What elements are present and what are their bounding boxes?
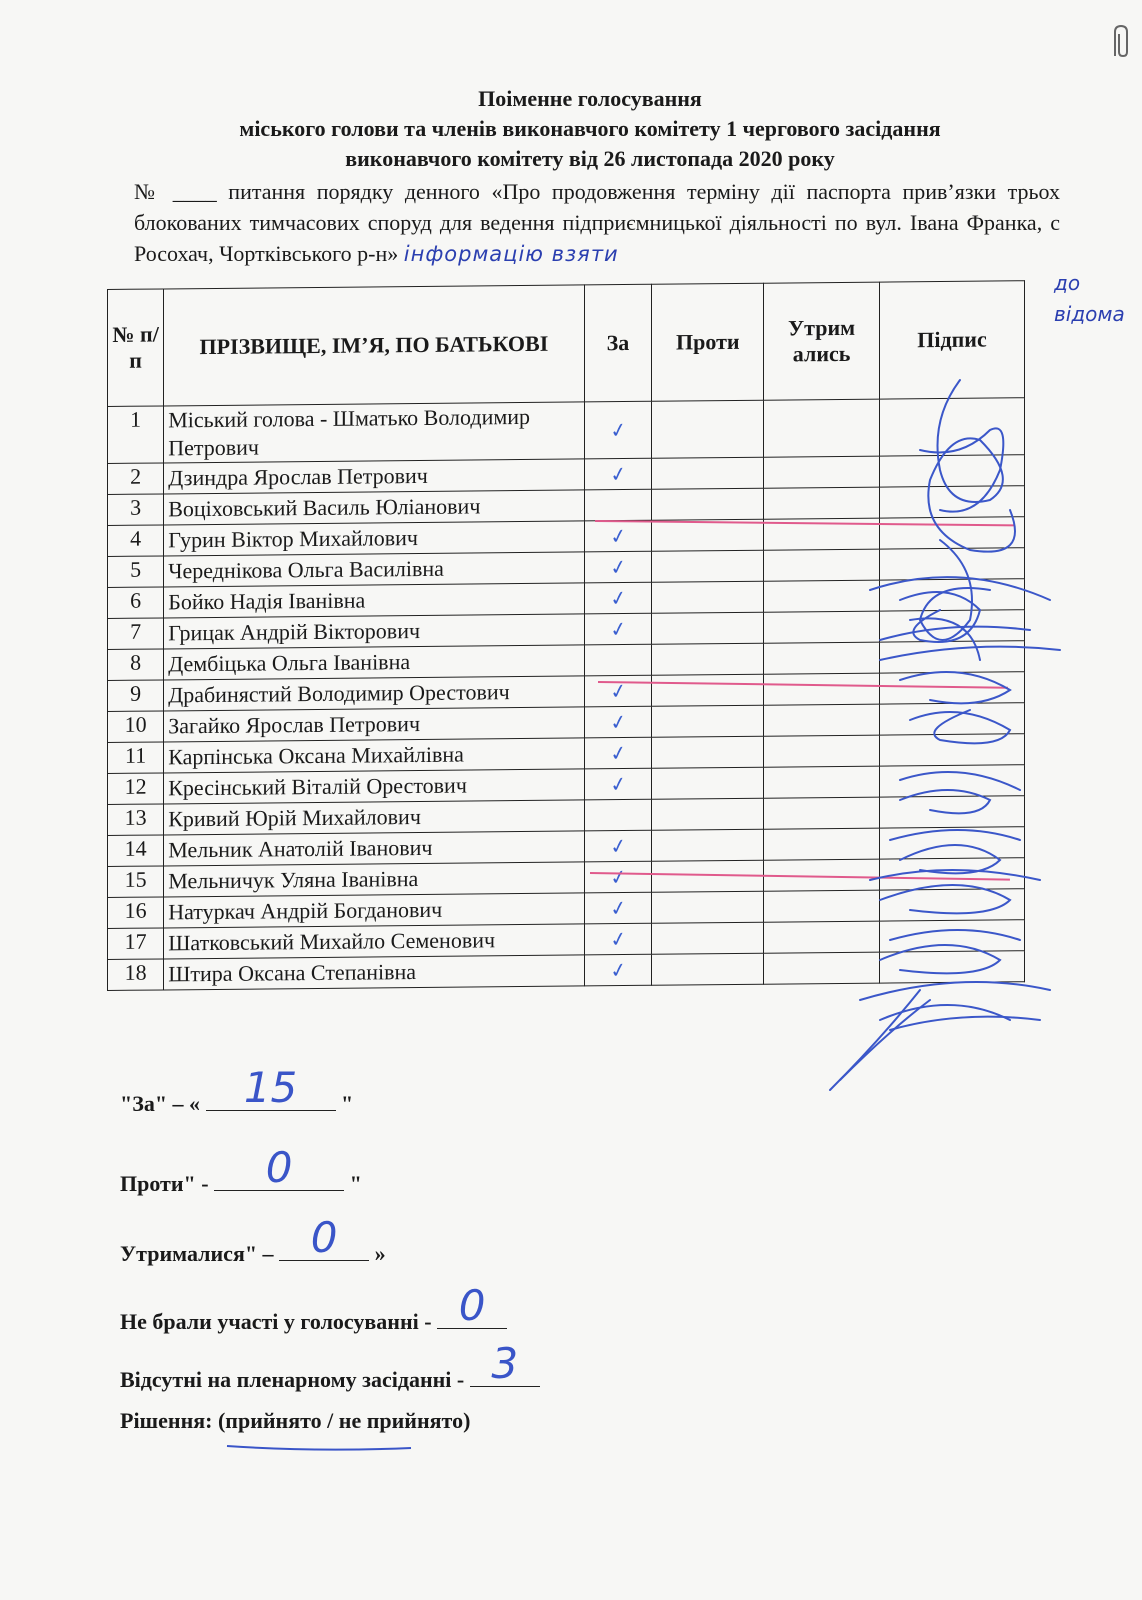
- header-num: № п/п: [108, 289, 164, 407]
- totals-utrymalys: [120, 1213, 386, 1267]
- check-mark-icon: ✓: [607, 460, 629, 488]
- row-za-mark: [584, 768, 652, 800]
- check-mark-icon: ✓: [607, 522, 629, 550]
- row-za-mark: [584, 923, 652, 955]
- question-prefix: № ____ питання порядку денного: [134, 179, 480, 204]
- row-name: Кресінський Віталій Орестович: [164, 769, 584, 804]
- row-za-mark: [584, 737, 652, 769]
- row-za-mark: [584, 799, 652, 831]
- row-za-mark: [584, 458, 652, 490]
- totals-za-close: ": [341, 1091, 354, 1116]
- row-num: 10: [108, 711, 164, 743]
- title-line-2: міського голови та членів виконавчого комітету 1 чергового засідання: [239, 116, 941, 141]
- row-name: Драбинястий Володимир Орестович: [164, 676, 584, 711]
- check-mark-icon: ✓: [607, 925, 629, 953]
- totals-utr-close: »: [374, 1241, 386, 1266]
- row-num: 5: [108, 556, 164, 588]
- totals-utr-label: Утрималися" –: [120, 1241, 274, 1266]
- row-name: Загайко Ярослав Петрович: [164, 707, 584, 742]
- totals-proty-close: ": [349, 1171, 362, 1196]
- row-name: Череднікова Ольга Василівна: [164, 552, 584, 587]
- totals-proty-value: 0: [265, 1143, 293, 1192]
- decision-options: (прийнято / не прийнято): [217, 1408, 471, 1433]
- row-num: 17: [108, 928, 164, 960]
- header-utrymalys: Утрим ались: [764, 282, 880, 400]
- row-num: 4: [108, 525, 164, 557]
- row-proty: [652, 457, 764, 489]
- row-proty: [652, 922, 764, 954]
- row-num: 9: [108, 680, 164, 712]
- handwritten-note: інформацію взяти: [403, 242, 619, 266]
- row-name: Кривий Юрій Михайлович: [164, 800, 584, 835]
- title-line-3: виконавчого комітету від 26 листопада 2020 року: [345, 146, 835, 171]
- row-num: 13: [108, 804, 164, 836]
- row-proty: [652, 643, 764, 675]
- row-proty: [652, 767, 764, 799]
- totals-proty-blank: [214, 1143, 344, 1192]
- decision-label: Рішення:: [120, 1408, 213, 1433]
- row-num: 8: [108, 649, 164, 681]
- document-title: [120, 84, 1060, 174]
- row-num: 11: [108, 742, 164, 774]
- row-name: Бойко Надія Іванівна: [164, 583, 584, 618]
- row-num: 1: [108, 406, 164, 464]
- row-proty: [652, 798, 764, 830]
- check-mark-icon: ✓: [607, 553, 629, 581]
- row-num: 6: [108, 587, 164, 619]
- row-proty: [652, 400, 764, 458]
- totals-not-voted-label: Не брали участі у голосуванні -: [120, 1309, 432, 1334]
- header-za: За: [584, 284, 652, 402]
- check-mark-icon: ✓: [607, 863, 629, 891]
- totals-utr-value: 0: [310, 1213, 338, 1262]
- row-num: 3: [108, 494, 164, 526]
- row-proty: [652, 550, 764, 582]
- header-pidpys: Підпис: [879, 281, 1024, 399]
- totals-proty-label: Проти" -: [120, 1171, 209, 1196]
- row-za-mark: [584, 675, 652, 707]
- row-za-mark: [584, 861, 652, 893]
- row-num: 7: [108, 618, 164, 650]
- row-name: Дембіцька Ольга Іванівна: [164, 645, 584, 680]
- decision-line: [120, 1408, 470, 1434]
- paperclip-icon: [1105, 22, 1135, 62]
- row-proty: [652, 953, 764, 985]
- row-name: Мельник Анатолій Іванович: [164, 831, 584, 866]
- row-num: 16: [108, 897, 164, 929]
- row-name: Воціховський Василь Юліанович: [164, 490, 584, 525]
- check-mark-icon: ✓: [607, 739, 629, 767]
- totals-absent-blank: [470, 1339, 540, 1388]
- check-mark-icon: ✓: [607, 832, 629, 860]
- totals-za-blank: [206, 1063, 336, 1112]
- decision-underline: [225, 1440, 415, 1454]
- header-proty: Проти: [652, 283, 764, 401]
- row-name: Карпінська Оксана Михайлівна: [164, 738, 584, 773]
- check-mark-icon: ✓: [607, 956, 629, 984]
- totals-absent-label: Відсутні на пленарному засіданні -: [120, 1367, 465, 1392]
- row-proty: [652, 612, 764, 644]
- row-name: Грицак Андрій Вікторович: [164, 614, 584, 649]
- row-name: Гурин Віктор Михайлович: [164, 521, 584, 556]
- row-za-mark: [584, 830, 652, 862]
- row-za-mark: [584, 613, 652, 645]
- row-za-mark: [584, 551, 652, 583]
- row-proty: [652, 829, 764, 861]
- check-mark-icon: ✓: [607, 708, 629, 736]
- row-proty: [652, 705, 764, 737]
- row-num: 12: [108, 773, 164, 805]
- totals-not-voted-blank: [437, 1281, 507, 1330]
- totals-proty: [120, 1143, 362, 1197]
- row-za-mark: [584, 892, 652, 924]
- question-text: «Про продовження терміну дії паспорта прив’язки трьох блокованих тимчасових споруд для ведення підприємницької діяльності по вул. Івана Франка, с Росохач, Чортківського р-н»: [134, 179, 1060, 266]
- totals-not-voted: [120, 1281, 507, 1335]
- handwritten-note-2: до відома: [1054, 271, 1125, 326]
- row-za-mark: [584, 582, 652, 614]
- row-name: Мельничук Уляна Іванівна: [164, 862, 584, 897]
- check-mark-icon: ✓: [607, 894, 629, 922]
- row-name: Натуркач Андрій Богданович: [164, 893, 584, 928]
- check-mark-icon: ✓: [607, 677, 629, 705]
- agenda-question: [134, 176, 1125, 326]
- row-proty: [652, 674, 764, 706]
- check-mark-icon: ✓: [607, 416, 629, 444]
- row-name: Дзиндра Ярослав Петрович: [164, 459, 584, 494]
- totals-not-voted-value: 0: [458, 1281, 486, 1330]
- row-num: 15: [108, 866, 164, 898]
- row-proty: [652, 488, 764, 520]
- row-proty: [652, 736, 764, 768]
- header-name: ПРІЗВИЩЕ, ІМ’Я, ПО БАТЬКОВІ: [164, 285, 584, 406]
- row-num: 2: [108, 463, 164, 495]
- row-num: 14: [108, 835, 164, 867]
- totals-utr-blank: [279, 1213, 369, 1262]
- totals-absent: [120, 1339, 540, 1393]
- check-mark-icon: ✓: [607, 584, 629, 612]
- row-name: Шатковський Михайло Семенович: [164, 924, 584, 959]
- title-line-1: Поіменне голосування: [478, 86, 702, 111]
- row-za-mark: [584, 954, 652, 986]
- totals-absent-value: 3: [491, 1339, 519, 1388]
- row-proty: [652, 581, 764, 613]
- row-za-mark: [584, 644, 652, 676]
- row-za-mark: [584, 489, 652, 521]
- row-za-mark: [584, 706, 652, 738]
- row-name: Міський голова - Шматько Володимир Петрович: [164, 402, 584, 463]
- row-za-mark: [584, 520, 652, 552]
- row-proty: [652, 891, 764, 923]
- check-mark-icon: ✓: [607, 615, 629, 643]
- totals-za: [120, 1063, 354, 1117]
- signatures-image: [810, 360, 1070, 1100]
- row-name: Штира Оксана Степанівна: [164, 955, 584, 990]
- row-proty: [652, 519, 764, 551]
- check-mark-icon: ✓: [607, 770, 629, 798]
- totals-za-label: "За" – «: [120, 1091, 201, 1116]
- row-za-mark: [584, 401, 652, 459]
- totals-za-value: 15: [243, 1063, 298, 1112]
- row-num: 18: [108, 959, 164, 991]
